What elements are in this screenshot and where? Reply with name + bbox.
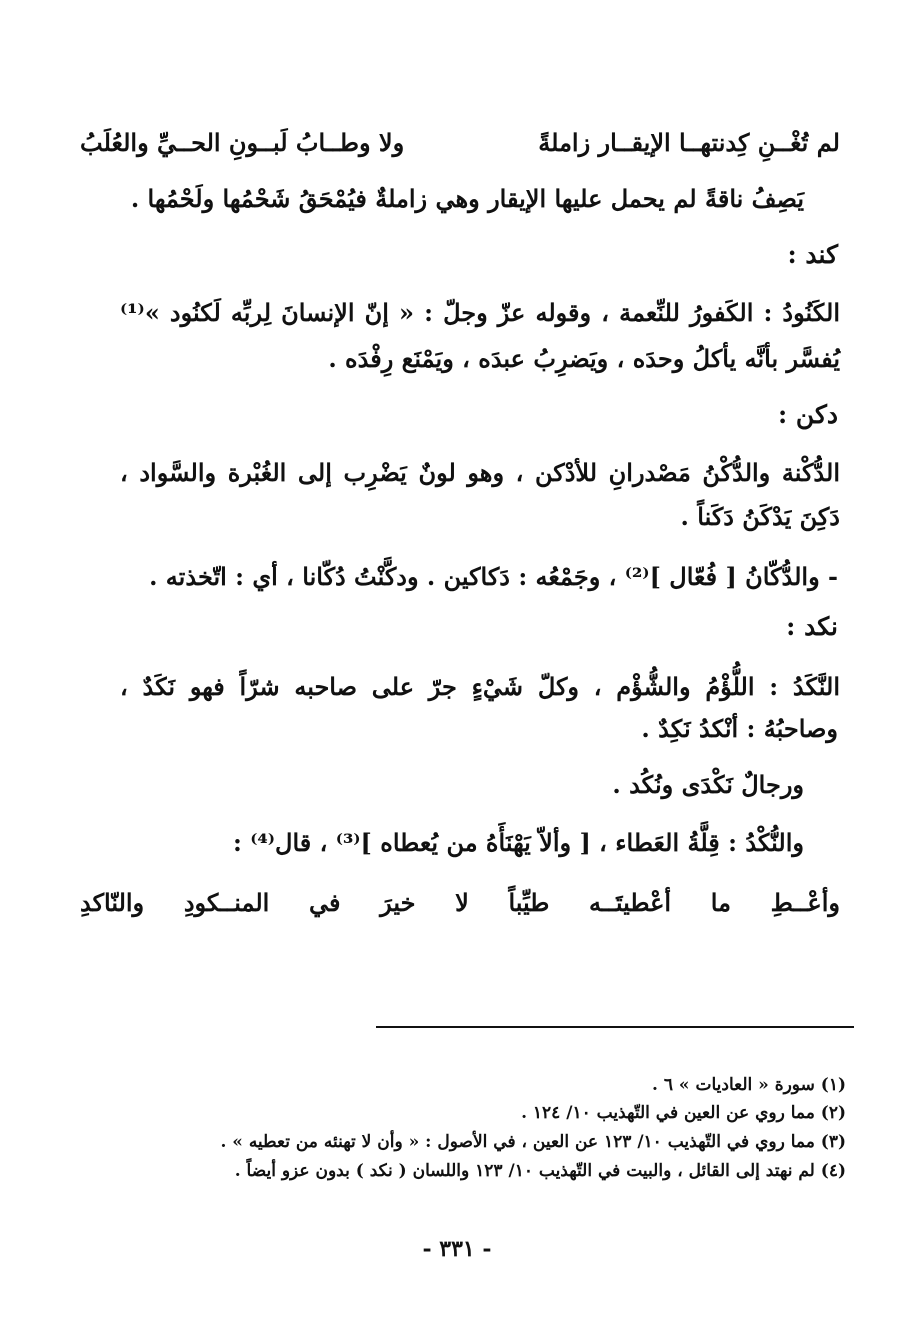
footnote-4: (٤) لم نهتد إلى القائل ، والبيت في التّهذيب ١٠/ ١٢٣ واللسان ( نكد ) بدون عزو أيضاً .	[234, 1161, 846, 1181]
entry-nakad-line-1: النَّكَدُ : اللُّؤْمُ والشُّؤْم ، وكلّ شَيْءٍ جرّ على صاحبه شرّاً فهو نَكَدٌ ،	[120, 672, 840, 701]
entry-nakad-line-2: وصاحبُهُ : أنْكدُ نَكِدٌ .	[641, 714, 838, 743]
entry-dukn-line-2: دَكِنَ يَدْكَنُ دَكَناً .	[680, 502, 840, 531]
entry-heading-nakad: نكد :	[786, 612, 838, 641]
verse-explanation: يَصِفُ ناقةً لم يحمل عليها الإيقار وهي زاملةٌ فيُمْحَقُ شَحْمُها ولَحْمُها .	[130, 184, 804, 213]
entry-kund-line-2: يُفسَّر بأنَّه يأكلُ وحدَه ، ويَضرِبُ عبدَه ، ويَمْنَع رِفْدَه .	[328, 344, 840, 373]
entry-heading-dukn: دكن :	[778, 400, 838, 429]
footnote-divider	[376, 1026, 854, 1028]
verse-word: والنّاكدِ	[80, 888, 145, 917]
entry-kund-line-1: الكَنُودُ : الكَفورُ للنِّعمة ، وقوله عزّ وجلّ : « إنّ الإنسانَ لِربِّه لَكنُود »⁽¹⁾	[120, 298, 840, 327]
verse-line-1	[80, 126, 840, 160]
verse-hemistich-right: لم تُغْــنِ كِدنتهــا الإيقــار زاملةً	[538, 128, 840, 157]
entry-dukn-line-1: الدُّكْنة والدُّكْنُ مَصْدرانِ للأدْكن ، وهو لونٌ يَضْرِب إلى الغُبْرة والسَّواد ،	[120, 458, 840, 487]
entry-nakad-line-4: والنُّكْدُ : قِلَّةُ العَطاء ، [ وألاّ يَهْنَأَهُ من يُعطاه ]⁽³⁾ ، قال⁽⁴⁾ :	[233, 828, 804, 857]
verse-word: لا	[455, 888, 469, 917]
verse-line-2	[80, 886, 840, 920]
verse-word: خيرَ	[380, 888, 416, 917]
verse-hemistich-left: ولا وطــابُ لَبــونِ الحــيِّ والعُلَبُ	[80, 128, 405, 157]
entry-nakad-line-3: ورجالٌ نَكْدَى ونُكُد .	[612, 770, 804, 799]
footnote-2: (٢) مما روي عن العين في التّهذيب ١٠/ ١٢٤ .	[521, 1103, 846, 1123]
verse-word: المنــكودِ	[183, 888, 270, 917]
footnote-1: (١) سورة « العاديات » ٦ .	[652, 1075, 846, 1095]
verse-word: طيِّباً	[508, 888, 550, 917]
page-number: - ٣٣١ -	[422, 1236, 492, 1262]
entry-dukn-line-3: - والدُّكّانُ [ فُعّال ]⁽²⁾ ، وجَمْعُه : دَكاكين . ودكَّنْتُ دُكّانا ، أي : اتّخذته .	[149, 562, 838, 591]
entry-heading-kund: كند :	[787, 240, 838, 269]
verse-word: وأعْــطِ	[770, 888, 840, 917]
verse-word: في	[308, 888, 341, 917]
verse-word: ما	[710, 888, 731, 917]
verse-word: أعْطيتَــه	[589, 888, 672, 917]
footnote-3: (٣) مما روي في التّهذيب ١٠/ ١٢٣ عن العين ، في الأصول : « وأن لا تهنئه من تعطيه » .	[220, 1132, 846, 1152]
